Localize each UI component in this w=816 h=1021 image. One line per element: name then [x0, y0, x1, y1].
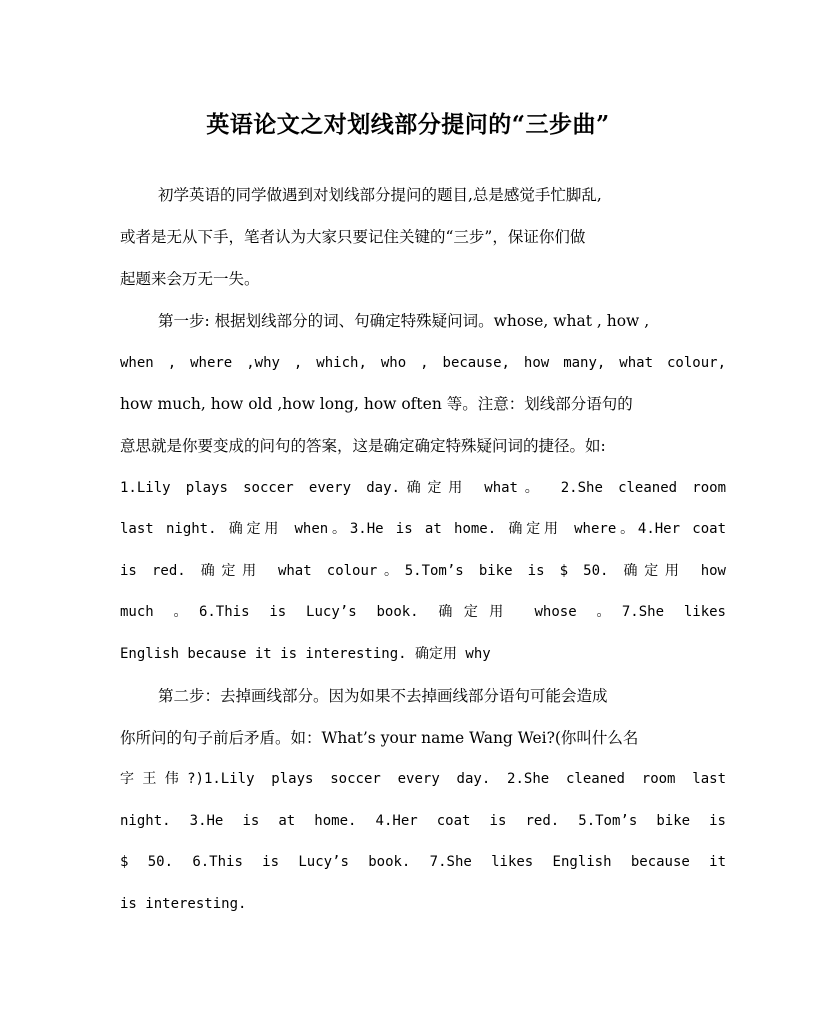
paragraph-line: 意思就是你要变成的问句的答案，这是确定确定特殊疑问词的捷径。如: — [120, 437, 606, 455]
paragraph-line: English because it is interesting. 确定用 why — [120, 646, 491, 662]
paragraph-line: much 。6.This is Lucy’s book. 确定用 whose 。7.She likes — [120, 604, 726, 620]
paragraph-line: is red. 确定用 what colour。5.Tom’s bike is $ 50. 确定用 how — [120, 563, 726, 579]
paragraph-line: is interesting. — [120, 896, 247, 912]
paragraph-line: last night. 确定用 when。3.He is at home. 确定用 where。4.Her coat — [120, 521, 726, 537]
paragraph-line: 第一步: 根据划线部分的词、句确定特殊疑问词。whose, what , how , — [158, 312, 650, 330]
paragraph-line: 第二步：去掉画线部分。因为如果不去掉画线部分语句可能会造成 — [158, 687, 608, 705]
paragraph-line: 1.Lily plays soccer every day.确定用 what。 2.She cleaned room — [120, 480, 726, 496]
paragraph-line: 或者是无从下手，笔者认为大家只要记住关键的“三步”，保证你们做 — [120, 228, 586, 246]
paragraph-line: 起题来会万无一失。 — [120, 270, 260, 288]
document-title: 英语论文之对划线部分提问的“三步曲” — [206, 111, 610, 138]
paragraph-line: 初学英语的同学做遇到对划线部分提问的题目,总是感觉手忙脚乱, — [158, 186, 602, 204]
paragraph-line: $ 50. 6.This is Lucy’s book. 7.She likes English because it — [120, 854, 726, 870]
paragraph-line: night. 3.He is at home. 4.Her coat is red. 5.Tom’s bike is — [120, 813, 726, 829]
paragraph-line: how much, how old ,how long, how often 等。注意：划线部分语句的 — [120, 395, 633, 413]
paragraph-line: when , where ,why , which, who , because, how many, what colour, — [120, 355, 726, 371]
paragraph-line: 字王伟?)1.Lily plays soccer every day. 2.She cleaned room last — [120, 771, 726, 787]
paragraph-line: 你所问的句子前后矛盾。如：What’s your name Wang Wei?(你叫什么名 — [120, 729, 639, 747]
